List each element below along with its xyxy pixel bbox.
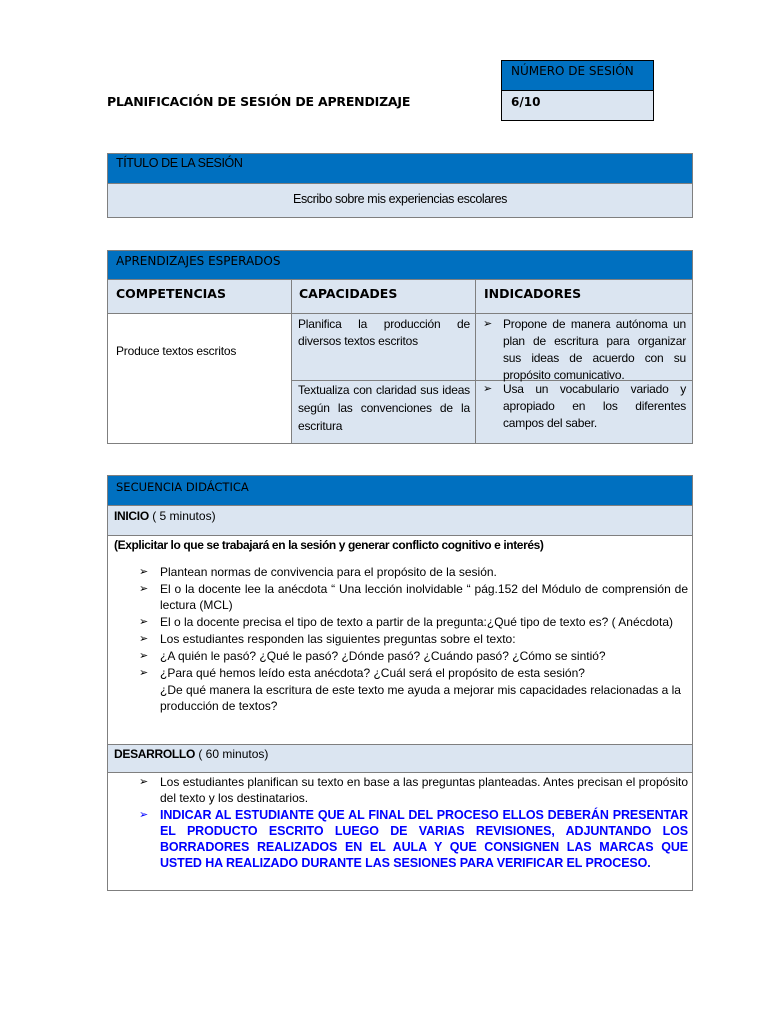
aprendizajes-header: APRENDIZAJES ESPERADOS <box>108 251 692 280</box>
session-number-value: 6/10 <box>502 91 653 120</box>
session-number-box <box>501 60 654 121</box>
bullet-arrow-icon: ➢ <box>139 809 149 821</box>
capacidad-2: Textualiza con claridad sus ideas según las convenciones de la escritura <box>298 383 470 433</box>
inicio-row <box>108 506 692 536</box>
aprendizajes-table <box>107 250 693 444</box>
secuencia-header: SECUENCIA DIDÁCTICA <box>108 476 692 506</box>
divider <box>291 280 292 443</box>
bullet-arrow-icon: ➢ <box>139 566 149 578</box>
capacidad-1: Planifica la producción de diversos textos escritos <box>298 317 470 348</box>
bullet-arrow-icon: ➢ <box>139 616 149 628</box>
column-capacidades: CAPACIDADES <box>299 286 398 301</box>
inicio-label: INICIO <box>114 509 149 523</box>
document-title: PLANIFICACIÓN DE SESIÓN DE APRENDIZAJE <box>107 94 411 109</box>
inicio-instruction: (Explicitar lo que se trabajará en la sesión y generar conflicto cognitivo e interés) <box>114 538 544 552</box>
indicador-1: Propone de manera autónoma un plan de escritura para organizar sus ideas de acuerdo con su propósito comunicativo. <box>503 317 686 382</box>
indicador-2: Usa un vocabulario variado y apropiado en los diferentes campos del saber. <box>503 382 686 430</box>
session-title-label: TÍTULO DE LA SESIÓN <box>108 154 692 184</box>
bullet-arrow-icon: ➢ <box>139 583 149 595</box>
session-title-table <box>107 153 693 218</box>
bullet-arrow-icon: ➢ <box>139 650 149 662</box>
desarrollo-row <box>108 745 692 773</box>
bullet-arrow-icon: ➢ <box>139 667 149 679</box>
session-title-value: Escribo sobre mis experiencias escolares <box>108 184 692 217</box>
bullet-arrow-icon: ➢ <box>139 633 149 645</box>
column-competencias: COMPETENCIAS <box>116 286 226 301</box>
bullet-arrow-icon: ➢ <box>483 383 493 395</box>
session-number-label: NÚMERO DE SESIÓN <box>502 61 653 91</box>
competencia-text: Produce textos escritos <box>116 344 237 358</box>
desarrollo-label: DESARROLLO <box>114 747 196 761</box>
divider <box>475 280 476 443</box>
secuencia-table: SECUENCIA DIDÁCTICA INICIO ( 5 minutos) (Explicitar lo que se trabajará en la sesión y generar conflicto cognitivo e interés) ➢ Plantean normas de convivencia para el propósito de la sesión. ➢ El o la docente lee la anécdota “ Una lección inolvidable “ pág.152 del Módulo de comprensión de lectura (MCL) ➢ El o la docente precisa el tipo de texto a partir de la pregunta:¿Qué tipo de texto es? ( Anécdota) ➢ Los estudiantes responden las siguientes preguntas sobre el texto: ➢ ¿A quién le pasó? ¿Qué le pasó? ¿Dónde pasó? ¿Cuándo pasó? ¿Cómo se sintió? ➢ ¿Para qué hemos leído esta anécdota? ¿Cuál será el propósito de esta sesión? ¿De qué manera la escritura de este texto me ayuda a mejorar mis capacidades relacionadas a la producción de textos? DESARROLLO ( 60 minutos) ➢ Los estudiantes planifican su texto en base a las preguntas planteadas. Antes precisan el propósito del texto y los destinatarios. ➢ INDICAR AL ESTUDIANTE QUE AL FINAL DEL PROCESO ELLOS DEBERÁN PRESENTAR EL PRODUCTO ESCRITO LUEGO DE VARIAS REVISIONES, ADJUNTANDO LOS BORRADORES REALIZADOS EN EL AULA Y QUE CONSIGNEN LAS MARCAS QUE USTED HA REALIZADO DURANTE LAS SESIONES PARA VERIFICAR EL PROCESO. <box>107 475 693 891</box>
aprendizajes-column-headers <box>108 280 692 314</box>
inicio-duration: ( 5 minutos) <box>148 509 216 523</box>
column-indicadores: INDICADORES <box>484 286 582 301</box>
bullet-arrow-icon: ➢ <box>139 776 149 788</box>
desarrollo-duration: ( 60 minutos) <box>195 747 269 761</box>
bullet-arrow-icon: ➢ <box>483 318 493 330</box>
